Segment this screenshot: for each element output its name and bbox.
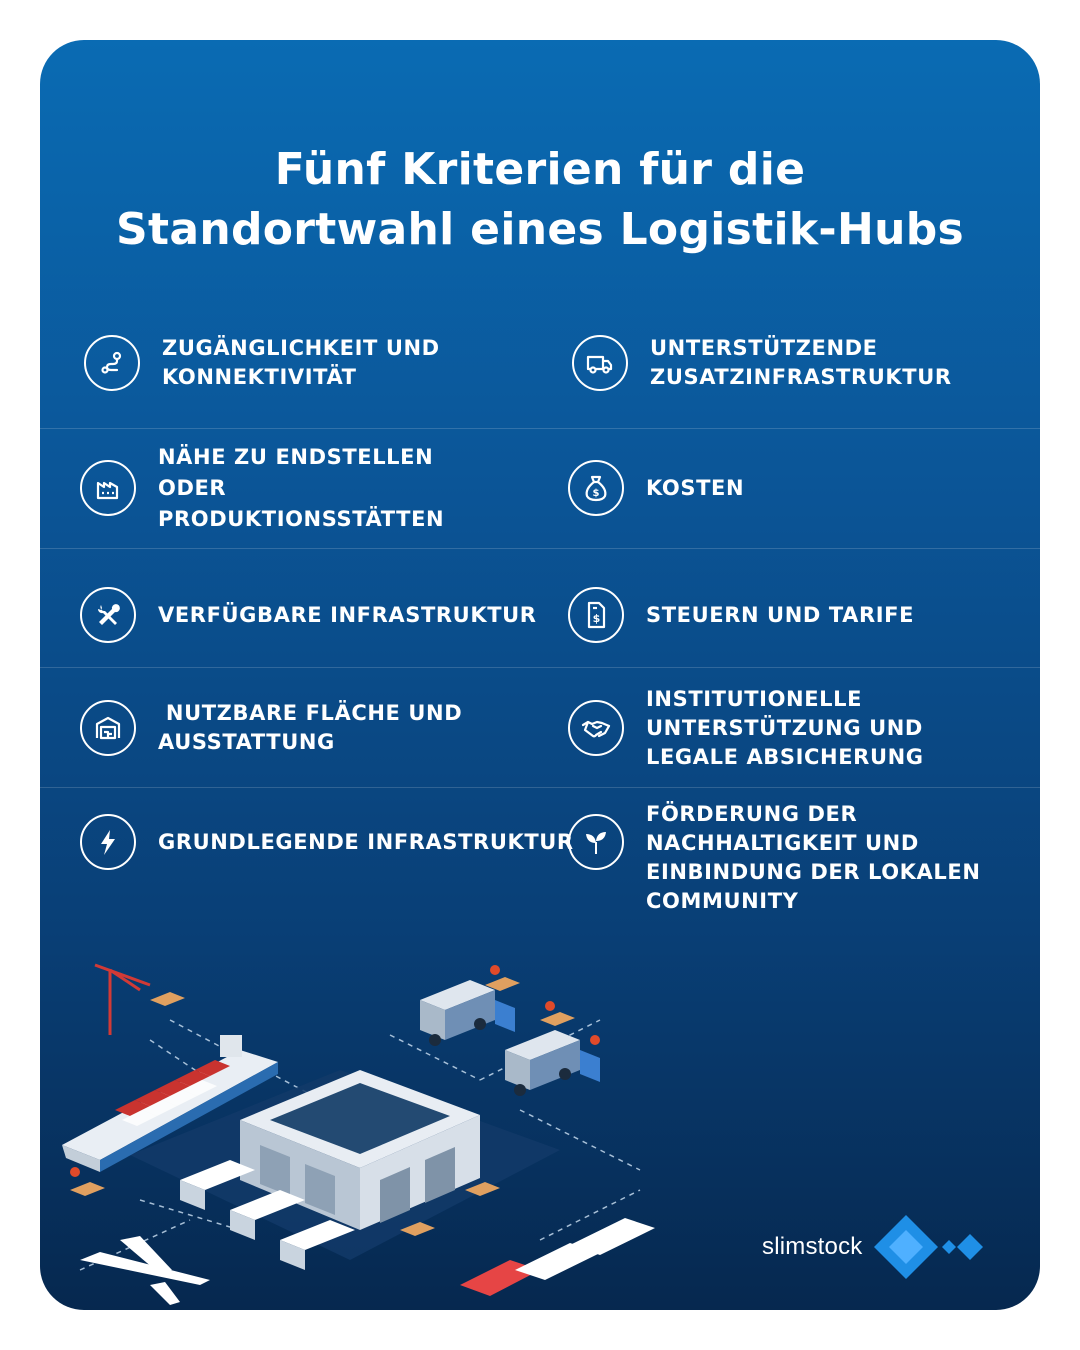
title-line-2: Standortwahl eines Logistik-Hubs — [116, 204, 964, 255]
route-icon — [84, 335, 140, 391]
criterion-label: FÖRDERUNG DER NACHHALTIGKEIT UND EINBINDUNG DER LOKALEN COMMUNITY — [646, 802, 981, 913]
criterion-institutional-support — [568, 686, 924, 769]
logo-text: slimstock — [762, 1233, 863, 1260]
money-bag-icon — [568, 460, 624, 516]
criterion-label: UNTERSTÜTZENDE ZUSATZINFRASTRUKTUR — [650, 336, 952, 389]
airplane — [80, 1236, 210, 1305]
truck-icon — [572, 335, 628, 391]
train — [460, 1218, 655, 1296]
criterion-costs — [568, 460, 744, 516]
row-divider — [40, 548, 1040, 549]
criterion-available-infrastructure — [80, 587, 537, 643]
row-divider — [40, 428, 1040, 429]
criterion-supporting-infrastructure — [572, 335, 952, 391]
page-title — [40, 140, 1040, 260]
criterion-label: KOSTEN — [646, 475, 745, 500]
svg-text:$: $ — [592, 488, 600, 499]
criterion-label: NÄHE ZU ENDSTELLEN ODER PRODUKTIONSSTÄTTEN — [158, 444, 445, 531]
criterion-taxes — [568, 587, 914, 643]
logo-diamonds-icon — [868, 1212, 988, 1282]
title-line-1: Fünf Kriterien für die — [274, 144, 806, 195]
criterion-label: VERFÜGBARE INFRASTRUKTUR — [158, 602, 537, 627]
handshake-icon — [568, 700, 624, 756]
criterion-label: GRUNDLEGENDE INFRASTRUKTUR — [158, 829, 574, 854]
sprout-icon — [568, 814, 624, 870]
truck-top-2 — [505, 1030, 600, 1096]
criterion-accessibility — [84, 335, 440, 391]
lightning-icon — [80, 814, 136, 870]
criterion-usable-space — [80, 700, 462, 756]
tax-document-icon — [568, 587, 624, 643]
row-divider — [40, 667, 1040, 668]
criterion-label: INSTITUTIONELLE UNTERSTÜTZUNG UND LEGALE ABSICHERUNG — [646, 686, 924, 769]
criterion-label: STEUERN UND TARIFE — [646, 602, 915, 627]
tools-icon — [80, 587, 136, 643]
criterion-sustainability — [568, 802, 981, 913]
factory-icon — [80, 460, 136, 516]
svg-text:$: $ — [592, 612, 601, 625]
harbor-crane — [95, 965, 150, 1035]
slimstock-logo — [762, 1212, 988, 1282]
criterion-label: ZUGÄNGLICHKEIT UND KONNEKTIVITÄT — [162, 336, 440, 389]
criterion-label: NUTZBARE FLÄCHE UND AUSSTATTUNG — [158, 701, 463, 754]
criterion-basic-infrastructure — [80, 814, 574, 870]
criterion-proximity — [80, 444, 445, 531]
infographic-card — [40, 40, 1040, 1310]
row-divider — [40, 787, 1040, 788]
warehouse-icon — [80, 700, 136, 756]
